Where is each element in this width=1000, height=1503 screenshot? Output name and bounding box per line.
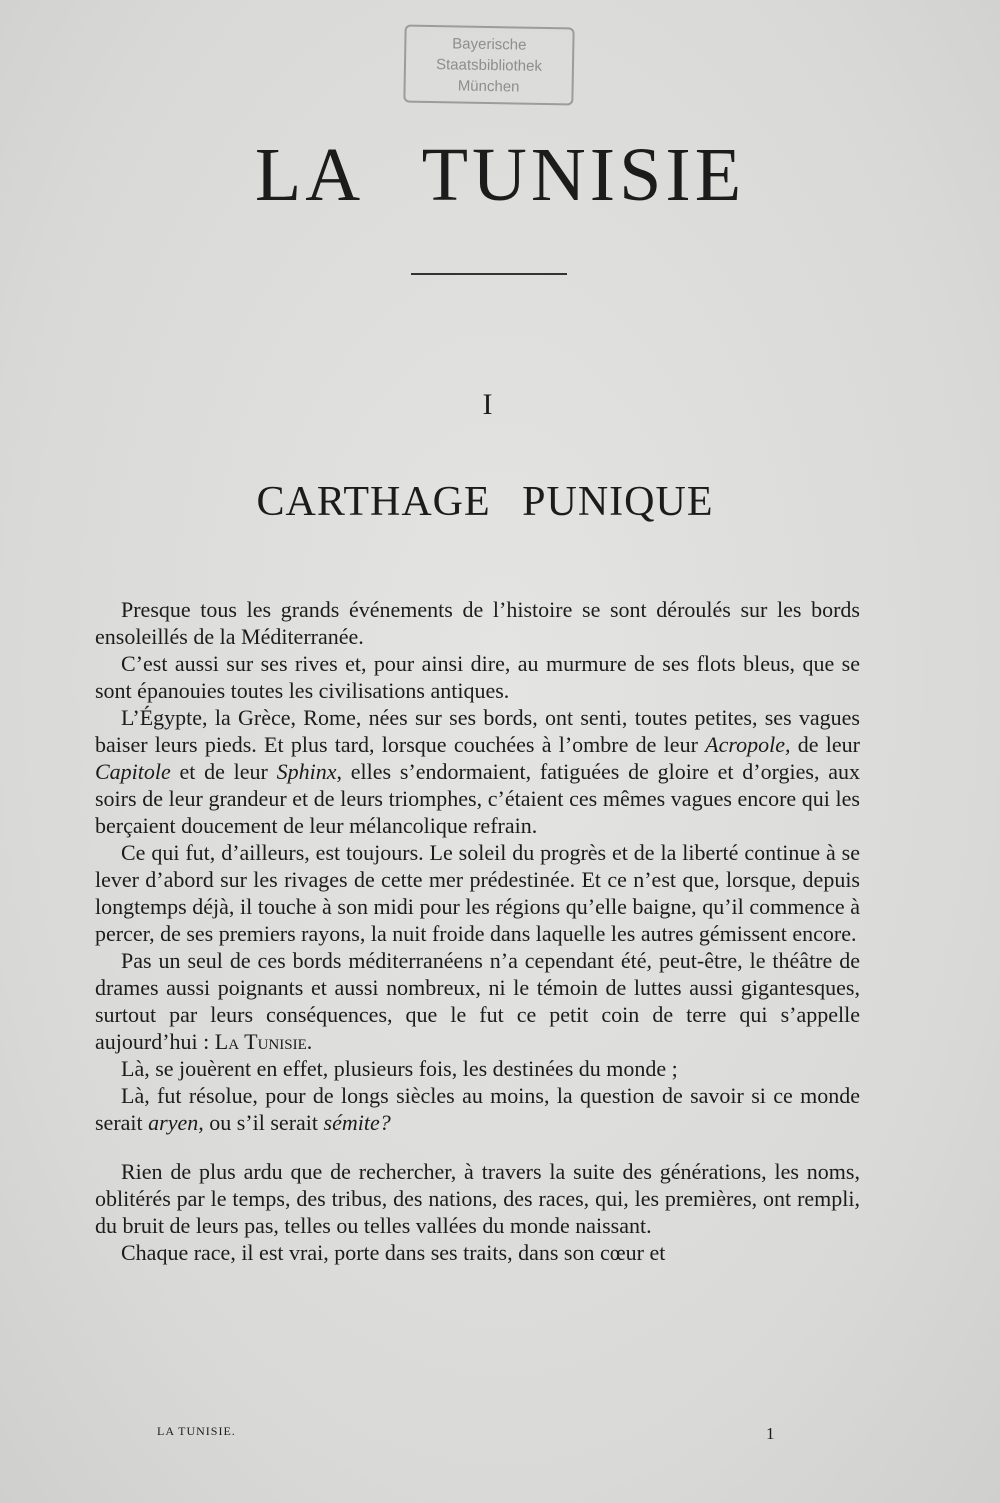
italic-text: Sphinx	[276, 759, 337, 784]
text-run: ou s’il serait	[203, 1110, 324, 1135]
text-run: , elles s’endormaient, fatiguées de gloire et d’orgies, aux soirs de leur grandeur et de leurs triomphes, c’étaient ces mêmes vagues encore qui les berçaient doucement de leur mélancolique refrain.	[95, 759, 860, 838]
text-run: Là, fut résolue, pour de longs siècles au moins, la question de savoir si ce monde serait	[95, 1083, 860, 1135]
title-rule	[411, 273, 567, 275]
paragraph	[95, 1158, 860, 1239]
text-run: Rien de plus ardu que de rechercher, à travers la suite des générations, les noms, oblitérés par le temps, des tribus, des nations, des races, qui, les premières, ont rempli, du bruit de leurs pas, telles ou telles vallées du monde naissant.	[95, 1159, 860, 1238]
italic-text: aryen,	[148, 1110, 204, 1135]
text-run: Pas un seul de ces bords méditerranéens n’a cependant été, peut-être, le théâtre de drames aussi poignants et aussi nombreux, ni le témoin de luttes aussi gigantesques, surtout par leurs conséquences, que le fut ce petit coin de terre qui s’appelle aujourd’hui :	[95, 948, 860, 1054]
text-run: de leur	[790, 732, 861, 757]
chapter-title: CARTHAGE PUNIQUE	[256, 479, 714, 525]
text-run: L’Égypte, la Grèce, Rome, nées sur ses bords, ont senti, toutes petites, ses vagues baiser leurs pieds. Et plus tard, lorsque couchées à l’ombre de leur	[95, 705, 860, 757]
paragraph	[95, 947, 860, 1055]
text-run: Là, se jouèrent en effet, plusieurs fois, les destinées du monde ;	[121, 1056, 678, 1081]
text-run: Chaque race, il est vrai, porte dans ses traits, dans son cœur et	[121, 1240, 666, 1265]
italic-text: Capitole	[95, 759, 171, 784]
paragraph	[95, 1239, 860, 1266]
stamp-line: Bayerische	[452, 35, 527, 54]
text-run: C’est aussi sur ses rives et, pour ainsi dire, au murmure de ses flots bleus, que se sont épanouies toutes les civilisations antiques.	[95, 651, 860, 703]
text-run: Presque tous les grands événements de l’histoire se sont déroulés sur les bords ensoleillés de la Méditerranée.	[95, 597, 860, 649]
small-caps-text: La Tunisie.	[214, 1029, 313, 1054]
stamp-line: Staatsbibliothek	[435, 56, 543, 75]
paragraph	[95, 1082, 860, 1136]
paragraph	[95, 704, 860, 839]
paragraph	[95, 650, 860, 704]
footer-signature: LA TUNISIE.	[157, 1424, 236, 1438]
italic-text: Acropole,	[705, 732, 791, 757]
text-run: et de leur	[170, 759, 277, 784]
paragraph	[95, 839, 860, 947]
italic-text: sémite?	[323, 1110, 391, 1135]
text-run: Ce qui fut, d’ailleurs, est toujours. Le soleil du progrès et de la liberté continue à se lever d’abord sur les rivages de cette mer prédestinée. Et ce n’est que, lorsque, depuis longtemps déjà, il touche à son midi pour les régions qu’elle baigne, qu’il commence à percer, de ses premiers rayons, la nuit froide dans laquelle les autres gémissent encore.	[95, 840, 860, 946]
chapter-number: I	[482, 388, 493, 421]
body-text	[95, 596, 860, 1266]
page-number: 1	[766, 1424, 775, 1443]
stamp-line: München	[457, 77, 520, 96]
paragraph	[95, 1055, 860, 1082]
book-title: LA TUNISIE	[254, 133, 746, 217]
paragraph	[95, 596, 860, 650]
library-stamp	[403, 25, 574, 106]
